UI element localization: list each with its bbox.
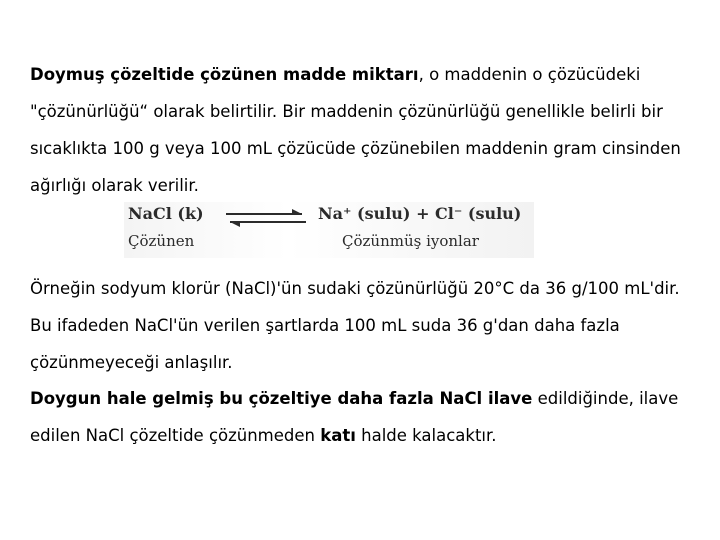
- paragraph-nacl-example: [30, 270, 700, 381]
- bold-lead-text: Doymuş çözeltide çözünen madde miktarı: [30, 65, 419, 84]
- equation-products: Na⁺ (sulu) + Cl⁻ (sulu): [318, 204, 522, 223]
- paragraph-text: , o maddenin o çözücüdeki "çözünürlüğü“ olarak belirtilir. Bir maddenin çözünürlüğü genellikle belirli bir sıcaklıkta 100 g veya 100 mL çözücüde çözünebilen maddenin gram cinsinden ağırlığı olarak verilir.: [30, 65, 681, 195]
- bold-lead-text: Doygun hale gelmiş bu çözeltiye daha fazla NaCl ilave: [30, 389, 533, 408]
- paragraph-excess-nacl: [30, 380, 700, 454]
- equation-reactant: NaCl (k): [128, 204, 204, 223]
- equilibrium-arrows-icon: [224, 208, 308, 228]
- paragraph-text: Örneğin sodyum klorür (NaCl)'ün sudaki çözünürlüğü 20°C da 36 g/100 mL'dir. Bu ifadeden NaCl'ün verilen şartlarda 100 mL suda 36 g'dan daha fazla çözünmeyeceği anlaşılır.: [30, 279, 680, 372]
- paragraph-text-end: halde kalacaktır.: [355, 426, 497, 445]
- bold-word: katı: [320, 426, 356, 445]
- reactant-label: Çözünen: [128, 232, 195, 250]
- products-label: Çözünmüş iyonlar: [342, 232, 479, 250]
- paragraph-saturation-definition: [30, 56, 700, 204]
- dissolution-equation: [124, 202, 534, 258]
- paragraph-text: edildiğinde, ilave edilen NaCl çözeltide çözünmeden: [30, 389, 679, 445]
